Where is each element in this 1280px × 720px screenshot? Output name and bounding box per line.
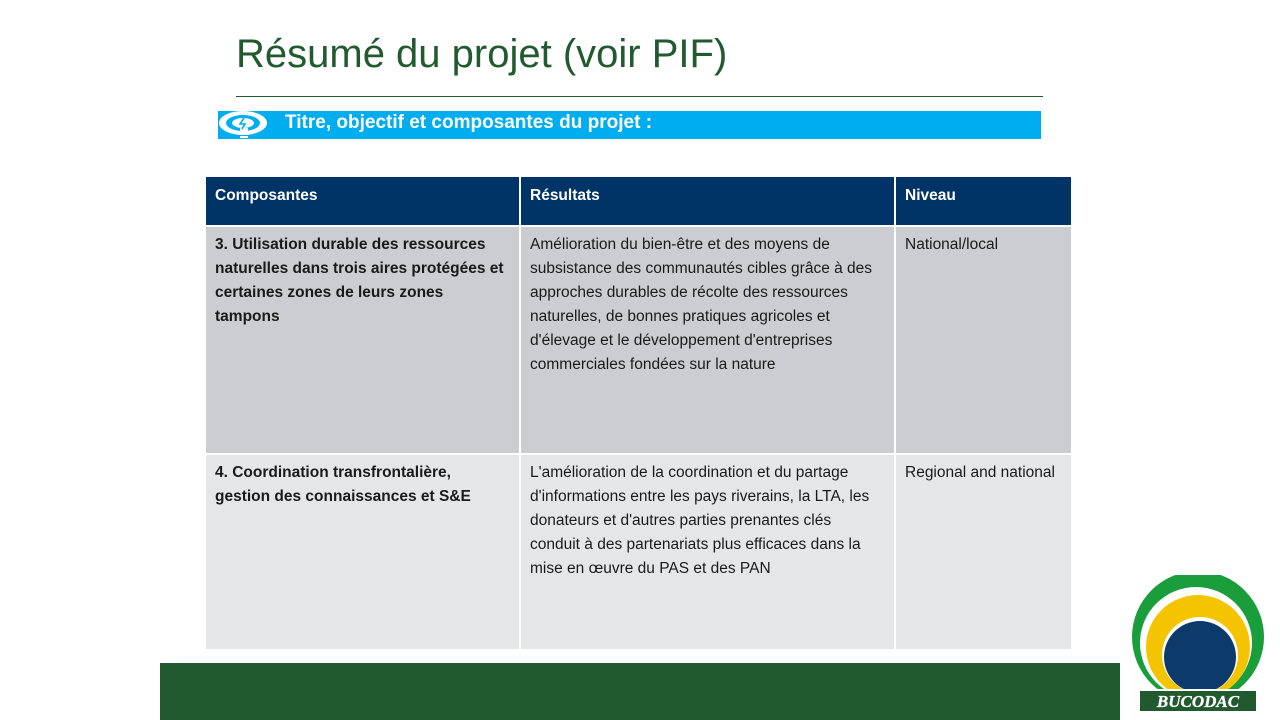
logo-text: BUCODAC [1156,692,1240,711]
cell-niveau: National/local [895,226,1072,454]
lightbulb-icon [218,110,276,140]
header-niveau: Niveau [895,176,1072,226]
bucodac-logo [1130,575,1266,715]
title-divider [236,96,1043,97]
header-composantes: Composantes [205,176,520,226]
footer-band [160,663,1120,720]
cell-resultats: Amélioration du bien-être et des moyens de subsistance des communautés cibles grâce à des approches durables de récolte des ressources naturelles, de bonnes pratiques agricoles et d'élevage et le développement d'entreprises commerciales fondées sur la nature [520,226,895,454]
cell-composante: 4. Coordination transfrontalière, gestion des connaissances et S&E [205,454,520,650]
table-row [205,454,1072,650]
cell-niveau: Regional and national [895,454,1072,650]
header-resultats: Résultats [520,176,895,226]
section-heading: Titre, objectif et composantes du projet : [285,112,653,133]
cell-resultats: L'amélioration de la coordination et du partage d'informations entre les pays riverains, la LTA, les donateurs et d'autres parties prenantes clés conduit à des partenariats plus efficaces dans la mise en œuvre du PAS et des PAN [520,454,895,650]
table-row [205,226,1072,454]
cell-composante: 3. Utilisation durable des ressources naturelles dans trois aires protégées et certaines zones de leurs zones tampons [205,226,520,454]
table-header-row [205,176,1072,226]
components-table [204,175,1071,651]
page-title: Résumé du projet (voir PIF) [236,32,728,76]
